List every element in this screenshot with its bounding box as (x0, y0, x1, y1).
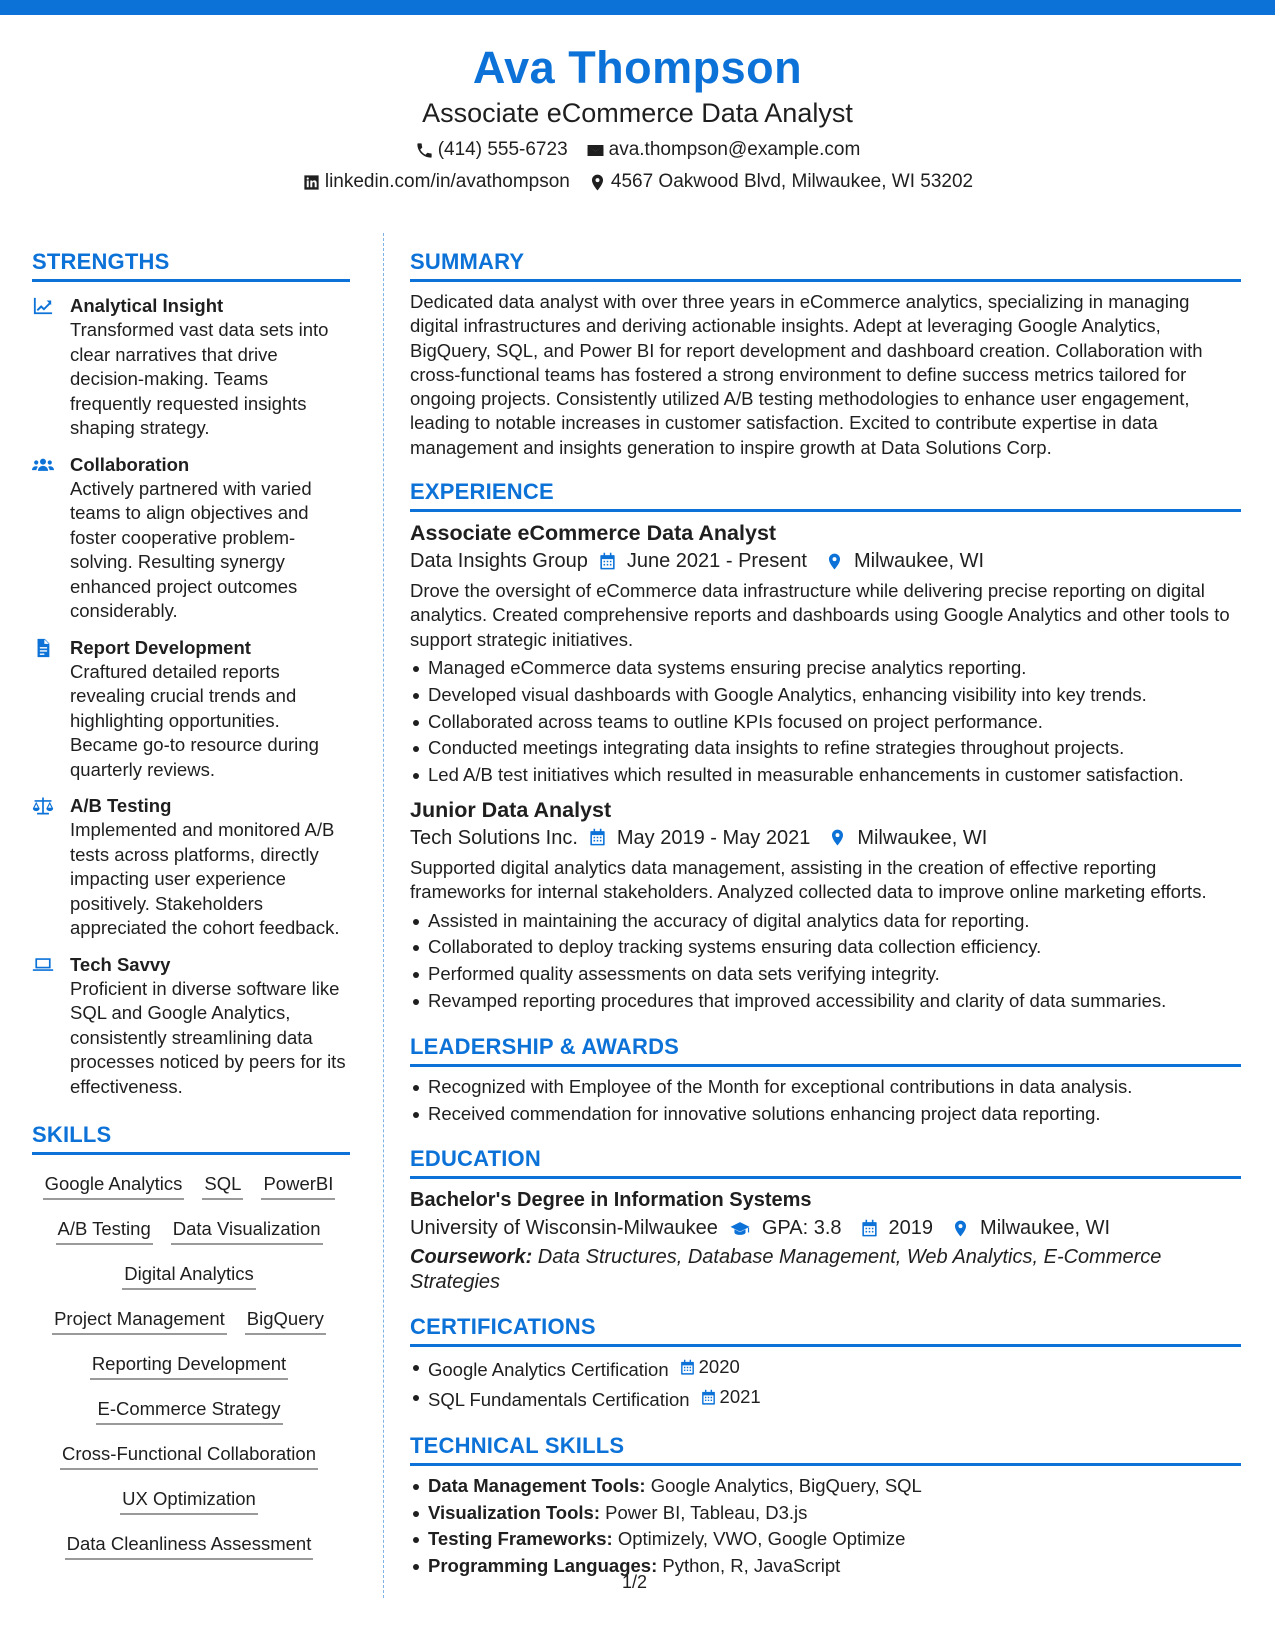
job-location: Milwaukee, WI (854, 550, 985, 573)
map-pin-icon (951, 1219, 970, 1238)
calendar-icon (588, 828, 607, 847)
email-text: ava.thompson@example.com (608, 139, 861, 160)
job-entry (410, 796, 1241, 1015)
chart-line-icon (32, 296, 54, 316)
linkedin-text: linkedin.com/in/avathompson (324, 171, 570, 192)
linkedin-icon (302, 173, 321, 192)
column-divider (383, 233, 384, 1598)
skill-tag: Data Cleanliness Assessment (65, 1532, 314, 1560)
technical-skill-value: Optimizely, VWO, Google Optimize (612, 1528, 906, 1550)
envelope-icon (586, 141, 605, 160)
strength-item (32, 453, 350, 624)
leadership-bullets (410, 1074, 1241, 1128)
phone-text: (414) 555-6723 (437, 139, 568, 160)
job-bullet: Assisted in maintaining the accuracy of digital analytics data for reporting. (410, 908, 1241, 935)
email-contact[interactable] (586, 138, 861, 162)
strength-description: Proficient in diverse software like SQL and Google Analytics, consistently streamlining data processes noticed by peers for its effectiveness. (70, 977, 346, 1097)
skill-row (32, 1163, 346, 1208)
skill-tag: UX Optimization (120, 1487, 258, 1515)
technical-skill-item (410, 1526, 1241, 1553)
education-meta (410, 1214, 1241, 1242)
contact-row-2 (0, 170, 1275, 194)
job-bullet: Performed quality assessments on data sets verifying integrity. (410, 961, 1241, 988)
leadership-bullet: Recognized with Employee of the Month for exceptional contributions in data analysis. (410, 1074, 1241, 1101)
left-column (32, 248, 350, 1568)
job-bullets (410, 655, 1241, 789)
document-icon (32, 638, 54, 658)
strengths-list (32, 294, 350, 1099)
experience-heading: EXPERIENCE (410, 478, 1241, 512)
technical-skill-label: Data Management Tools: (428, 1474, 646, 1496)
strengths-heading: STRENGTHS (32, 248, 350, 282)
linkedin-contact[interactable] (302, 170, 570, 194)
certifications-section (410, 1313, 1241, 1413)
strength-title: Tech Savvy (70, 953, 171, 975)
experience-section (410, 478, 1241, 1015)
technical-skill-label: Visualization Tools: (428, 1501, 601, 1523)
certification-name: Google Analytics Certification (428, 1359, 669, 1381)
skill-row (32, 1388, 346, 1433)
job-bullet: Revamped reporting procedures that improved accessibility and clarity of data summaries. (410, 988, 1241, 1015)
technical-skill-item (410, 1473, 1241, 1500)
degree-title: Bachelor's Degree in Information Systems (410, 1189, 812, 1212)
job-dates: June 2021 - Present (626, 550, 807, 573)
skill-tag: SQL (202, 1172, 243, 1200)
coursework-label: Coursework: (410, 1246, 533, 1269)
job-company: Data Insights Group (410, 550, 588, 573)
strength-description: Craftured detailed reports revealing crucial trends and highlighting opportunities. Became go-to resource during quarterly reviews. (70, 660, 319, 780)
skill-tag: Reporting Development (90, 1352, 288, 1380)
page-number: 1/2 (622, 1572, 648, 1592)
skills-list (32, 1163, 350, 1568)
certification-item (410, 1354, 1241, 1384)
strength-title: Report Development (70, 636, 251, 658)
job-meta (410, 547, 1241, 575)
certification-list (410, 1354, 1241, 1413)
technical-skills-list (410, 1473, 1241, 1580)
phone-contact[interactable] (415, 138, 568, 162)
education-location: Milwaukee, WI (980, 1217, 1111, 1240)
skills-heading: SKILLS (32, 1121, 350, 1155)
skill-row (32, 1478, 346, 1523)
job-dates: May 2019 - May 2021 (616, 826, 811, 849)
strength-item (32, 636, 350, 783)
job-company: Tech Solutions Inc. (410, 826, 578, 849)
leadership-heading: LEADERSHIP & AWARDS (410, 1033, 1241, 1067)
job-bullet: Collaborated across teams to outline KPIs focused on project performance. (410, 709, 1241, 736)
skill-tag: A/B Testing (56, 1217, 153, 1245)
skill-tag: BigQuery (245, 1307, 326, 1335)
candidate-title: Associate eCommerce Data Analyst (422, 98, 853, 128)
technical-skill-label: Programming Languages: (428, 1555, 658, 1577)
skill-row (32, 1253, 346, 1298)
calendar-icon (860, 1219, 879, 1238)
skill-row (32, 1433, 346, 1478)
skill-row (32, 1523, 346, 1568)
skill-row (32, 1298, 346, 1343)
gpa: GPA: 3.8 (761, 1217, 842, 1240)
education-section (410, 1145, 1241, 1295)
strength-description: Transformed vast data sets into clear narratives that drive decision-making. Teams frequently requested insights shaping strategy. (70, 319, 329, 438)
certifications-heading: CERTIFICATIONS (410, 1313, 1241, 1347)
job-bullet: Led A/B test initiatives which resulted in measurable enhancements in customer satisfaction. (410, 762, 1241, 789)
summary-text: Dedicated data analyst with over three years in eCommerce analytics, specializing in managing digital infrastructures and deriving actionable insights. Adept at leveraging Google Analytics, BigQuery, SQL, and Power BI for report development and dashboard creation. Collaboration with cross-functional teams has fostered a strong environment to define success metrics tailored for ongoing projects. Consistently utilized A/B testing methodologies to enhance user engagement, leading to notable increases in customer satisfaction. Excited to contribute expertise in data management and insights generation to inspire growth at Data Solutions Corp. (410, 291, 1203, 458)
job-title: Associate eCommerce Data Analyst (410, 521, 777, 546)
technical-skill-value: Power BI, Tableau, D3.js (600, 1501, 808, 1523)
strength-item (32, 794, 350, 941)
right-column (410, 248, 1241, 1580)
resume-header (0, 40, 1275, 194)
map-pin-icon (825, 552, 844, 571)
certification-year: 2020 (698, 1356, 740, 1378)
technical-skill-item (410, 1500, 1241, 1527)
certification-item (410, 1384, 1241, 1414)
phone-icon (415, 141, 434, 160)
certification-name: SQL Fundamentals Certification (428, 1388, 690, 1410)
job-location: Milwaukee, WI (857, 826, 988, 849)
balance-scale-icon (32, 796, 54, 816)
leadership-bullet: Received commendation for innovative solutions enhancing project data reporting. (410, 1101, 1241, 1128)
technical-skills-section (410, 1432, 1241, 1580)
strength-description: Implemented and monitored A/B tests across platforms, directly impacting user experience positively. Stakeholders appreciated the cohort feedback. (70, 819, 340, 938)
job-bullet: Collaborated to deploy tracking systems ensuring data collection efficiency. (410, 934, 1241, 961)
summary-heading: SUMMARY (410, 248, 1241, 282)
address-text: 4567 Oakwood Blvd, Milwaukee, WI 53202 (610, 171, 974, 192)
coursework (410, 1245, 1241, 1295)
strength-title: Analytical Insight (70, 295, 224, 316)
technical-skill-label: Testing Frameworks: (428, 1528, 613, 1550)
skill-tag: Google Analytics (43, 1172, 185, 1200)
strength-item (32, 294, 350, 441)
skill-tag: PowerBI (261, 1172, 335, 1200)
strength-description: Actively partnered with varied teams to align objectives and foster cooperative problem-solving. Resulting synergy enhanced project outcomes considerably. (70, 477, 312, 621)
job-bullet: Managed eCommerce data systems ensuring precise analytics reporting. (410, 655, 1241, 682)
job-bullet: Developed visual dashboards with Google Analytics, enhancing visibility into key trends. (410, 682, 1241, 709)
certification-year: 2021 (719, 1386, 761, 1408)
technical-skill-value: Google Analytics, BigQuery, SQL (645, 1474, 922, 1496)
strength-title: Collaboration (70, 453, 190, 475)
job-description: Supported digital analytics data management, assisting in the creation of effective reporting frameworks for internal stakeholders. Analyzed collected data to improve online marketing efforts. (410, 856, 1207, 903)
skill-tag: Project Management (52, 1307, 227, 1335)
strength-title: A/B Testing (70, 795, 172, 816)
top-accent-bar (0, 0, 1275, 15)
skill-tag: Cross-Functional Collaboration (60, 1442, 318, 1470)
graduation-cap-icon (728, 1219, 752, 1238)
job-entry (410, 519, 1241, 789)
candidate-name: Ava Thompson (472, 42, 803, 93)
graduation-year: 2019 (888, 1217, 934, 1240)
job-title: Junior Data Analyst (410, 797, 612, 822)
users-icon (32, 455, 54, 475)
technical-skills-heading: TECHNICAL SKILLS (410, 1432, 1241, 1466)
laptop-icon (32, 955, 54, 975)
strength-item (32, 953, 350, 1100)
calendar-icon (700, 1389, 717, 1406)
contact-row-1 (0, 138, 1275, 162)
coursework-list: Data Structures, Database Management, Web Analytics, E-Commerce Strategies (410, 1246, 1162, 1294)
job-meta (410, 824, 1241, 852)
job-description: Drove the oversight of eCommerce data infrastructure while delivering precise reporting on digital analytics. Created comprehensive reports and dashboards using Google Analytics and other tools to support strategic initiatives. (410, 580, 1230, 650)
technical-skill-value: Python, R, JavaScript (657, 1555, 841, 1577)
calendar-icon (679, 1359, 696, 1376)
skill-row (32, 1208, 346, 1253)
skill-row (32, 1343, 346, 1388)
address-contact (588, 170, 973, 194)
education-heading: EDUCATION (410, 1145, 1241, 1179)
calendar-icon (598, 552, 617, 571)
skill-tag: Data Visualization (171, 1217, 323, 1245)
job-bullet: Conducted meetings integrating data insights to refine strategies throughout projects. (410, 735, 1241, 762)
skill-tag: E-Commerce Strategy (96, 1397, 283, 1425)
leadership-section (410, 1033, 1241, 1128)
school-name: University of Wisconsin-Milwaukee (410, 1217, 718, 1240)
technical-skill-item (410, 1553, 1241, 1580)
skill-tag: Digital Analytics (122, 1262, 256, 1290)
map-pin-icon (588, 173, 607, 192)
map-pin-icon (828, 828, 847, 847)
job-bullets (410, 908, 1241, 1015)
